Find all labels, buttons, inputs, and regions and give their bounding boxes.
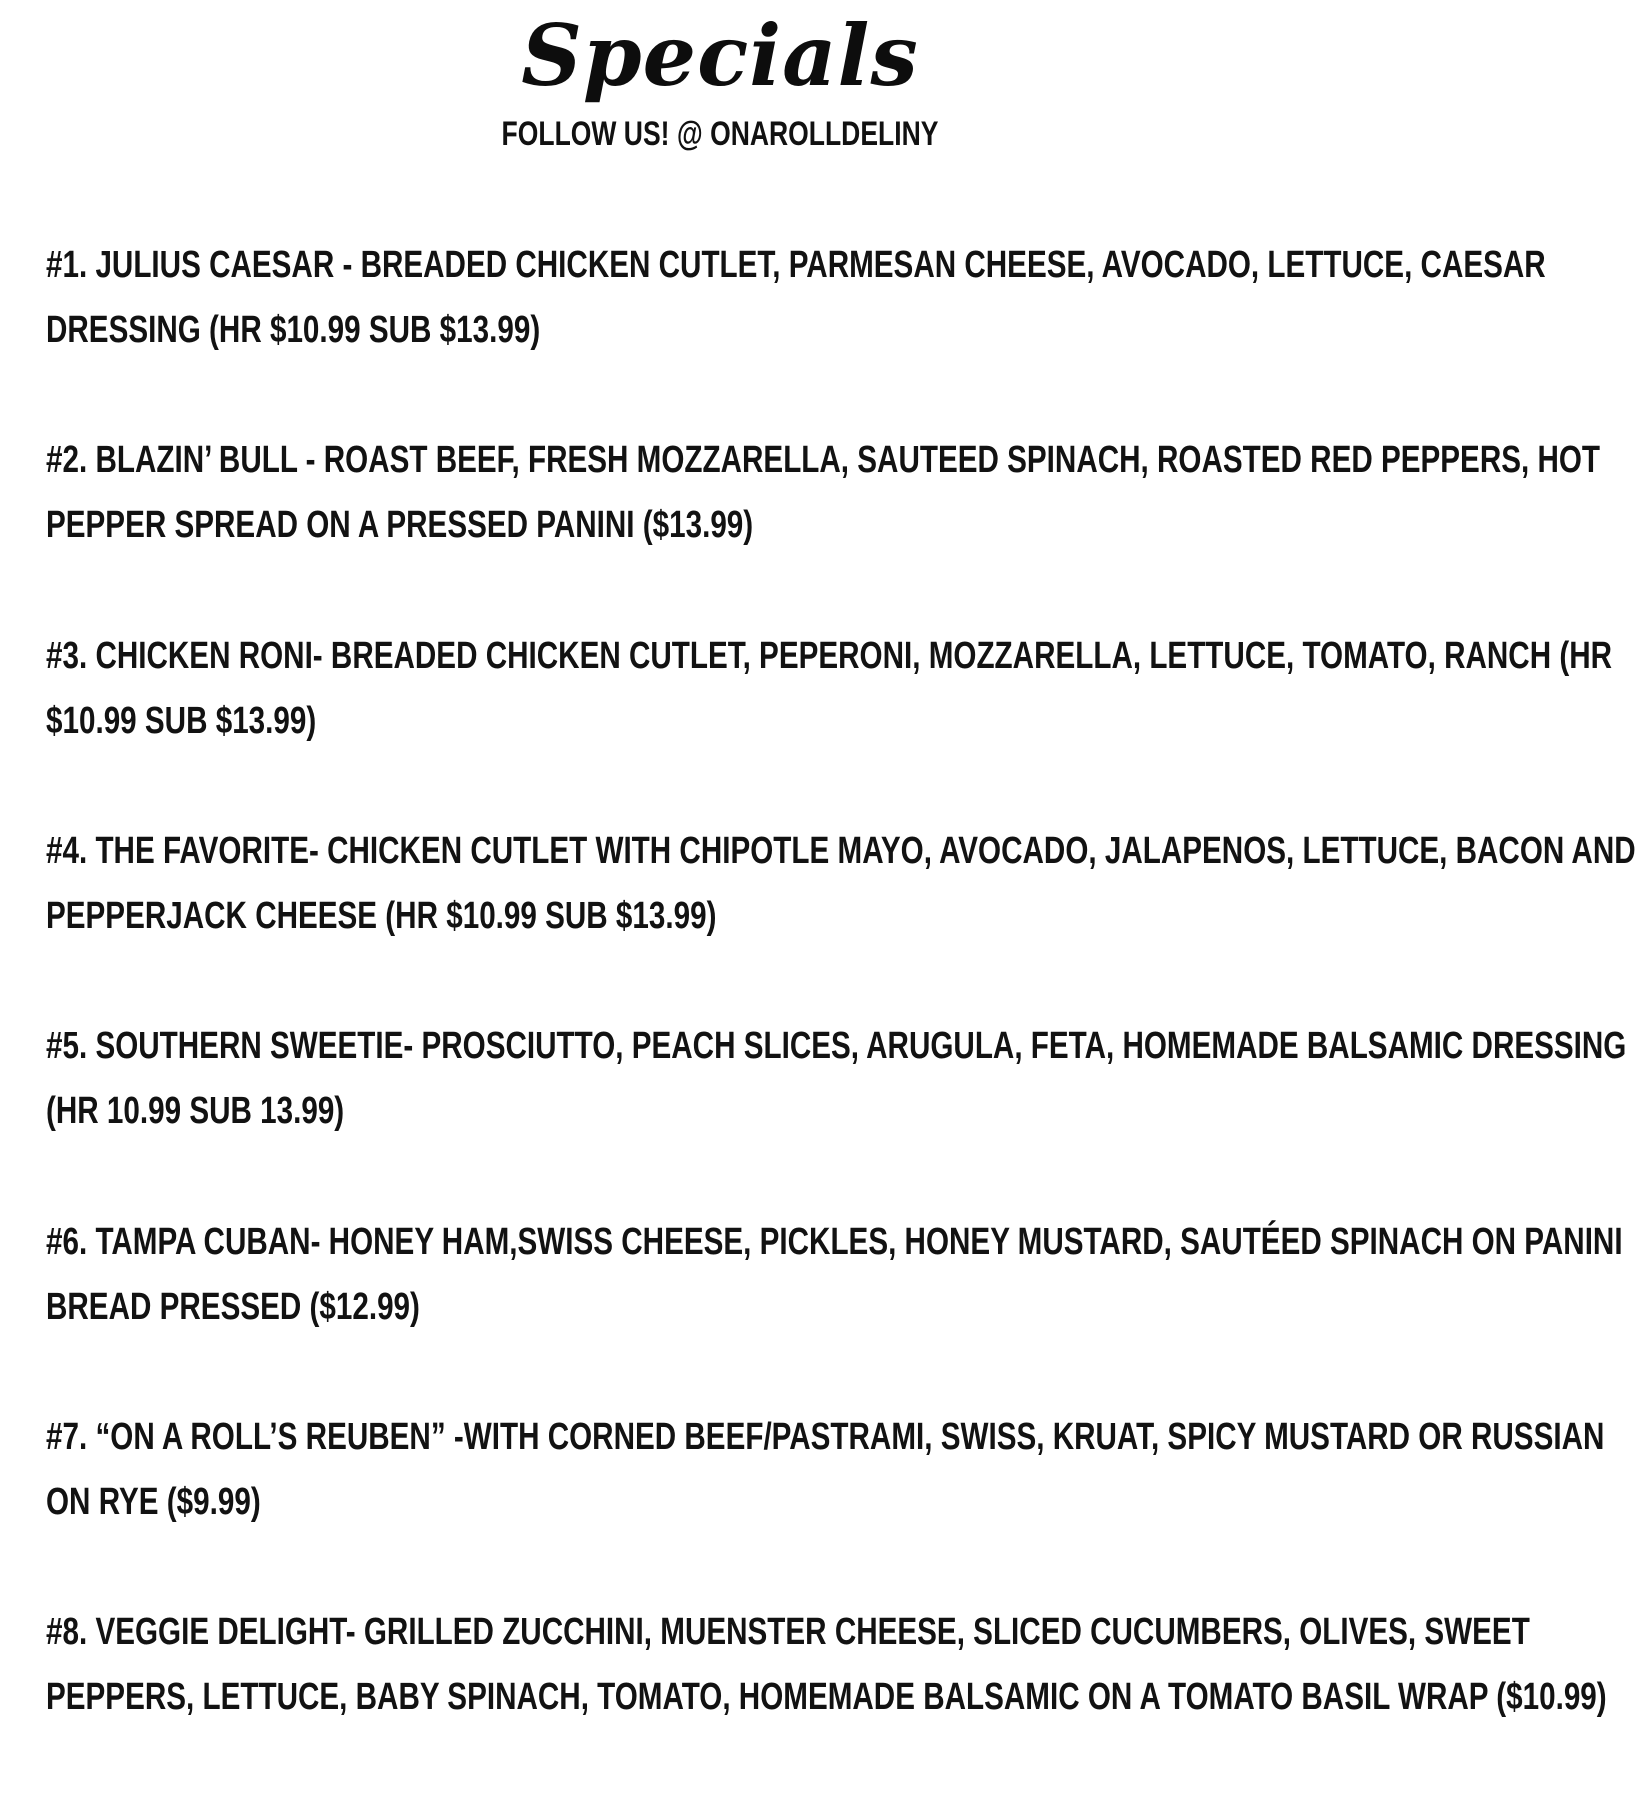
page-title: Specials [521,6,919,105]
special-item-line: (HR 10.99 SUB 13.99) [46,1090,345,1132]
special-item-4 [46,819,1636,949]
special-item-line: PEPPERJACK CHEESE (HR $10.99 SUB $13.99) [46,895,717,937]
special-item-line: #4. THE FAVORITE- CHICKEN CUTLET WITH CHIPOTLE MAYO, AVOCADO, JALAPENOS, LETTUCE, BACON AND [46,830,1636,872]
special-item-1 [46,233,1546,363]
special-item-line: PEPPER SPREAD ON A PRESSED PANINI ($13.99) [46,504,754,546]
special-item-8 [46,1600,1607,1730]
special-item-line: #3. CHICKEN RONI- BREADED CHICKEN CUTLET, PEPERONI, MOZZARELLA, LETTUCE, TOMATO, RANCH (HR [46,635,1613,677]
special-item-5 [46,1014,1627,1144]
special-item-line: #5. SOUTHERN SWEETIE- PROSCIUTTO, PEACH SLICES, ARUGULA, FETA, HOMEMADE BALSAMIC DRESSING [46,1025,1627,1067]
special-item-line: DRESSING (HR $10.99 SUB $13.99) [46,309,541,351]
special-item-line: #6. TAMPA CUBAN- HONEY HAM,SWISS CHEESE, PICKLES, HONEY MUSTARD, SAUTÉED SPINACH ON PANINI [46,1221,1623,1263]
special-item-line: PEPPERS, LETTUCE, BABY SPINACH, TOMATO, HOMEMADE BALSAMIC ON A TOMATO BASIL WRAP ($10.99) [46,1676,1607,1718]
special-item-line: #2. BLAZIN’ BULL - ROAST BEEF, FRESH MOZZARELLA, SAUTEED SPINACH, ROASTED RED PEPPERS, HOT [46,439,1601,481]
special-item-line: #1. JULIUS CAESAR - BREADED CHICKEN CUTLET, PARMESAN CHEESE, AVOCADO, LETTUCE, CAESAR [46,244,1546,286]
special-item-line: $10.99 SUB $13.99) [46,700,317,742]
special-item-line: BREAD PRESSED ($12.99) [46,1286,420,1328]
special-item-6 [46,1210,1623,1340]
special-item-line: #8. VEGGIE DELIGHT- GRILLED ZUCCHINI, MUENSTER CHEESE, SLICED CUCUMBERS, OLIVES, SWEET [46,1611,1530,1653]
special-item-7 [46,1405,1605,1535]
special-item-3 [46,624,1613,754]
special-item-line: ON RYE ($9.99) [46,1481,261,1523]
follow-us-handle: FOLLOW US! @ ONAROLLDELINY [501,115,939,153]
special-item-line: #7. “ON A ROLL’S REUBEN” -WITH CORNED BEEF/PASTRAMI, SWISS, KRUAT, SPICY MUSTARD OR RUSSIAN [46,1416,1605,1458]
special-item-2 [46,428,1601,558]
